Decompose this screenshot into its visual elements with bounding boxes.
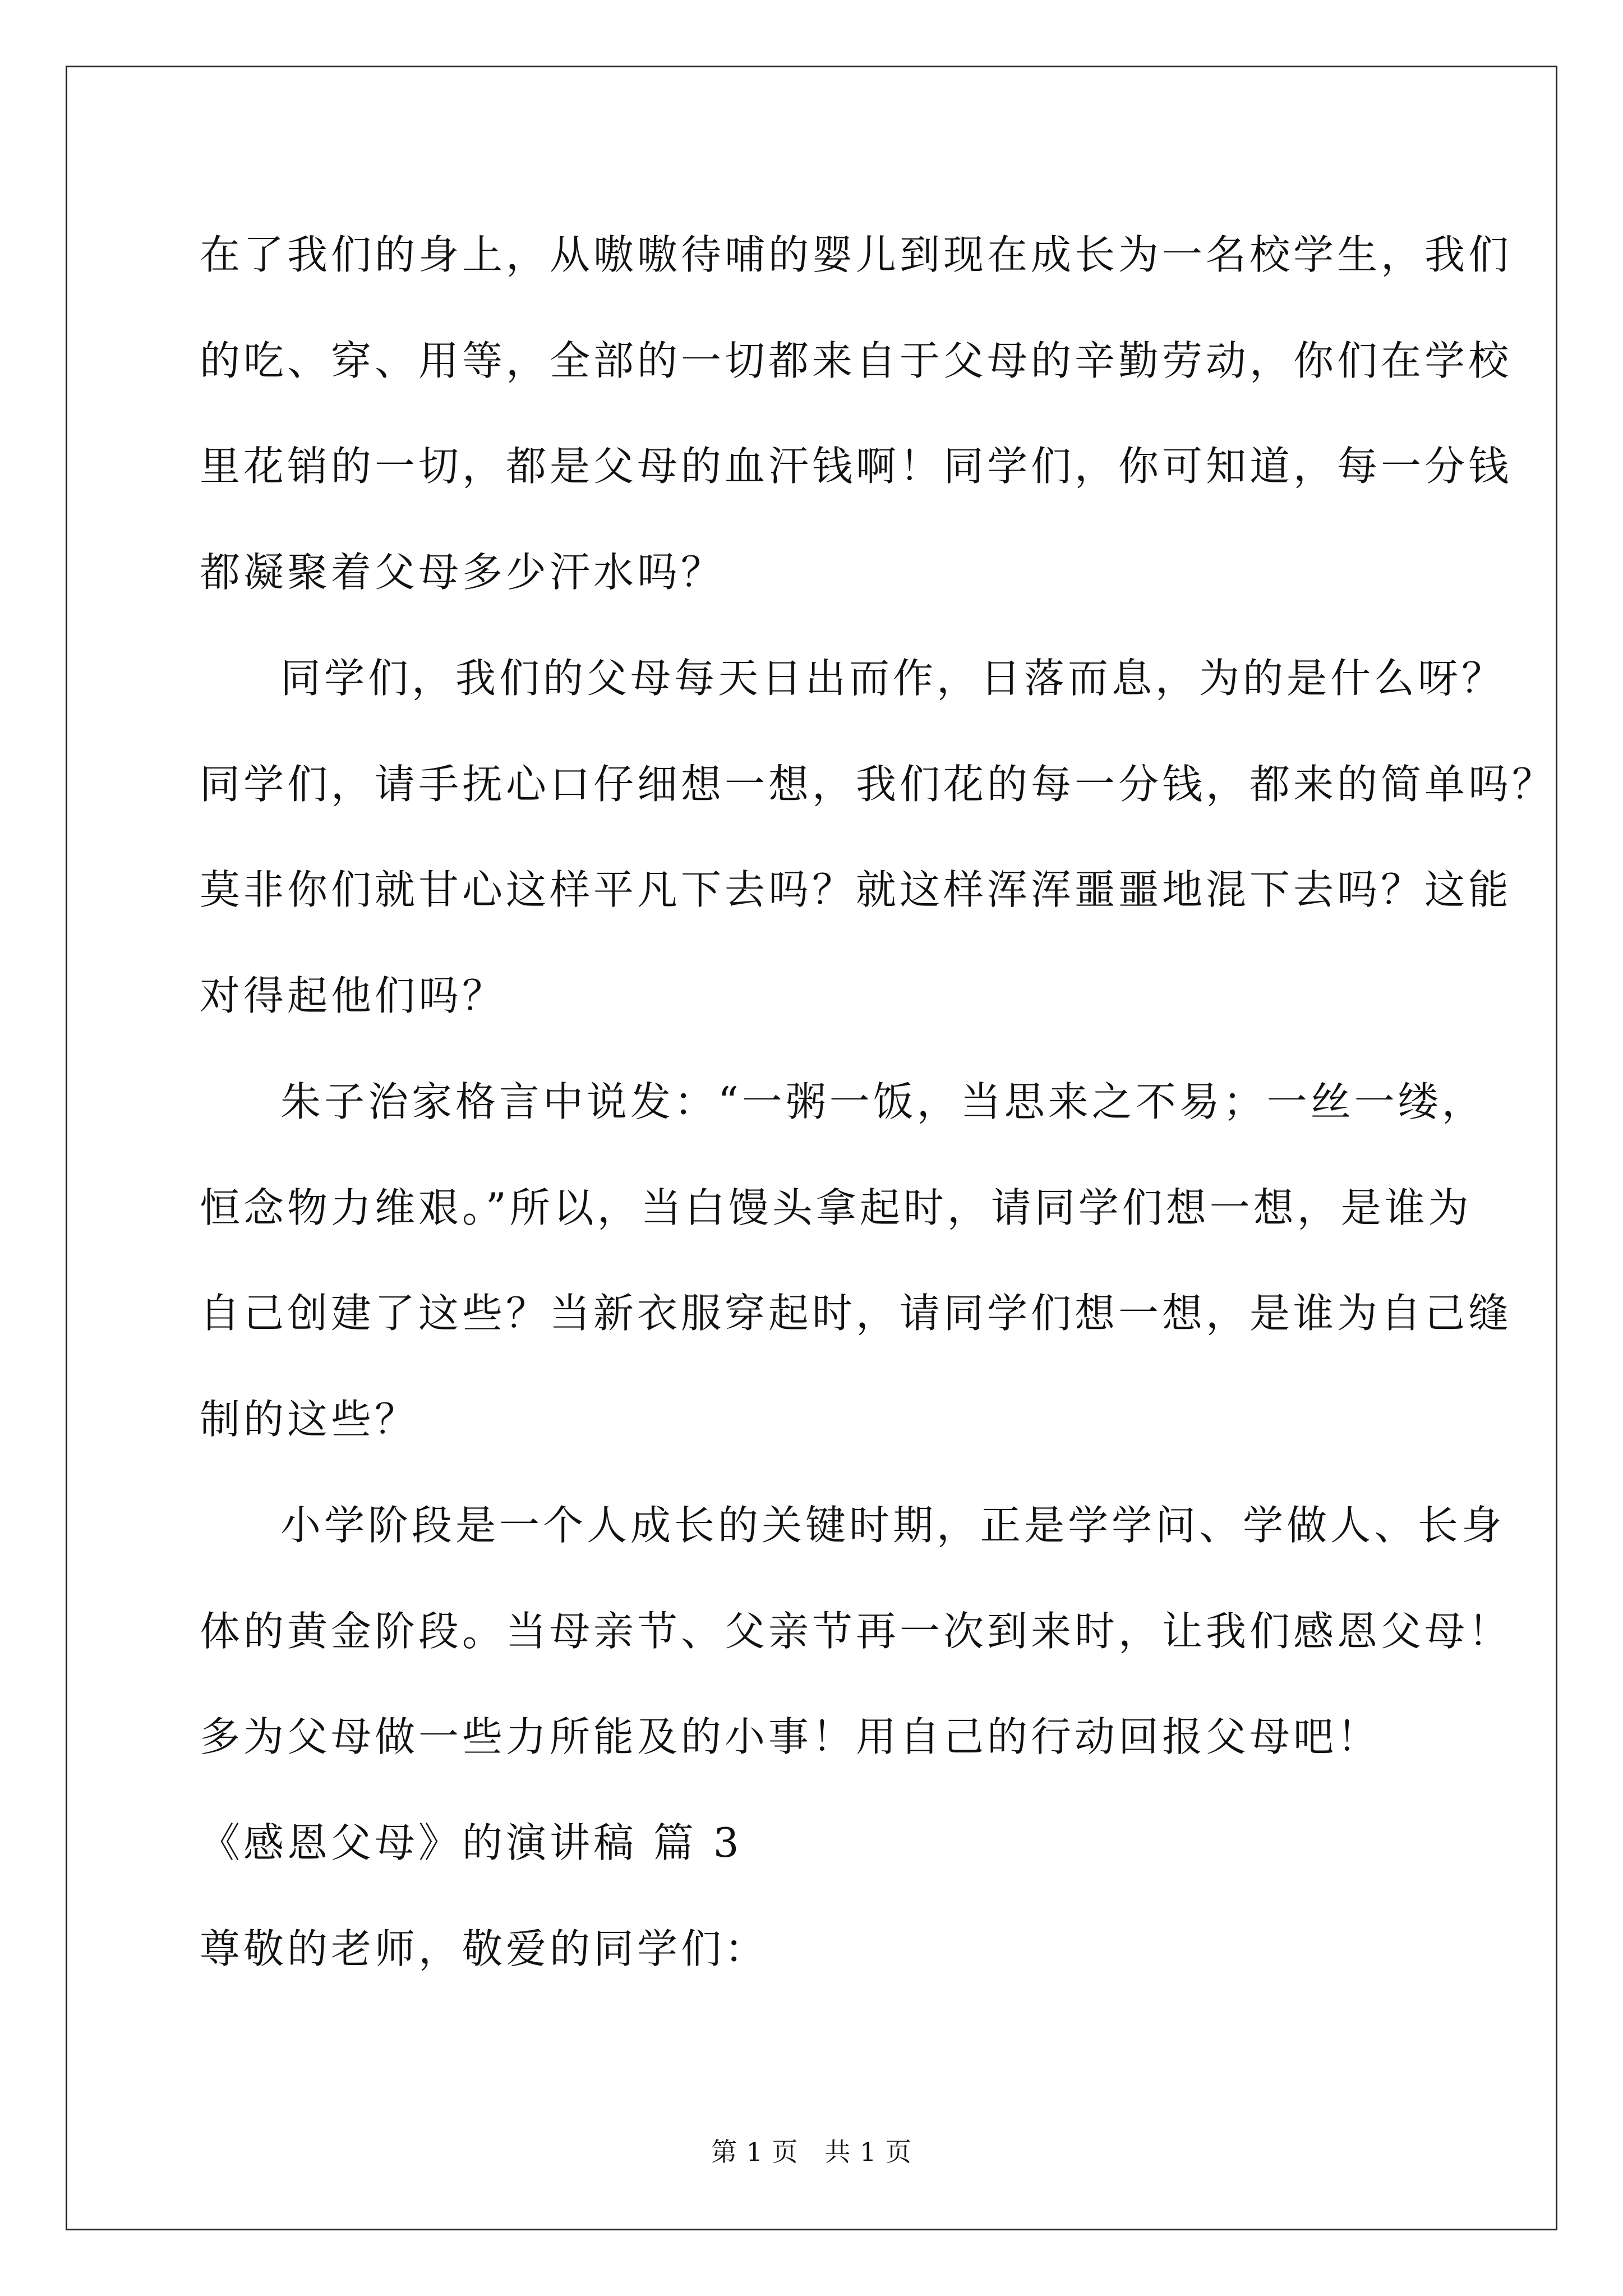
page-number-footer: 第 1 页 共 1 页 (711, 2137, 912, 2167)
paragraph-4-line-3: 多为父母做一些力所能及的小事！用自己的行动回报父母吧！ (200, 1713, 1381, 1760)
salutation: 尊敬的老师，敬爱的同学们： (200, 1925, 769, 1972)
paragraph-4-line-2: 体的黄金阶段。当母亲节、父亲节再一次到来时，让我们感恩父母！ (200, 1608, 1513, 1655)
paragraph-1-line-4: 都凝聚着父母多少汗水吗？ (200, 549, 725, 596)
paragraph-3-line-1: 朱子治家格言中说发：“一粥一饭，当思来之不易；一丝一缕， (280, 1078, 1486, 1125)
paragraph-2-line-2: 同学们，请手抚心口仔细想一想，我们花的每一分钱，都来的简单吗？ (200, 761, 1556, 808)
paragraph-3-line-2: 恒念物力维艰。”所以，当白馒头拿起时，请同学们想一想，是谁为 (200, 1184, 1472, 1231)
paragraph-2-line-4: 对得起他们吗？ (200, 972, 506, 1019)
paragraph-1-line-1: 在了我们的身上，从嗷嗷待哺的婴儿到现在成长为一名校学生，我们 (200, 231, 1513, 278)
paragraph-3-line-3: 自己创建了这些？当新衣服穿起时，请同学们想一想，是谁为自己缝 (200, 1290, 1513, 1337)
paragraph-2-line-1: 同学们，我们的父母每天日出而作，日落而息，为的是什么呀？ (280, 655, 1506, 702)
paragraph-1-line-2: 的吃、穿、用等，全部的一切都来自于父母的辛勤劳动，你们在学校 (200, 337, 1513, 384)
paragraph-3-line-4: 制的这些？ (200, 1396, 419, 1443)
paragraph-1-line-3: 里花销的一切，都是父母的血汗钱啊！同学们，你可知道，每一分钱 (200, 443, 1513, 490)
paragraph-2-line-3: 莫非你们就甘心这样平凡下去吗？就这样浑浑噩噩地混下去吗？这能 (200, 866, 1513, 913)
paragraph-4-line-1: 小学阶段是一个人成长的关键时期，正是学学问、学做人、长身 (280, 1502, 1506, 1549)
section-title: 《感恩父母》的演讲稿 篇 3 (200, 1819, 743, 1866)
page-border (66, 66, 1557, 2230)
